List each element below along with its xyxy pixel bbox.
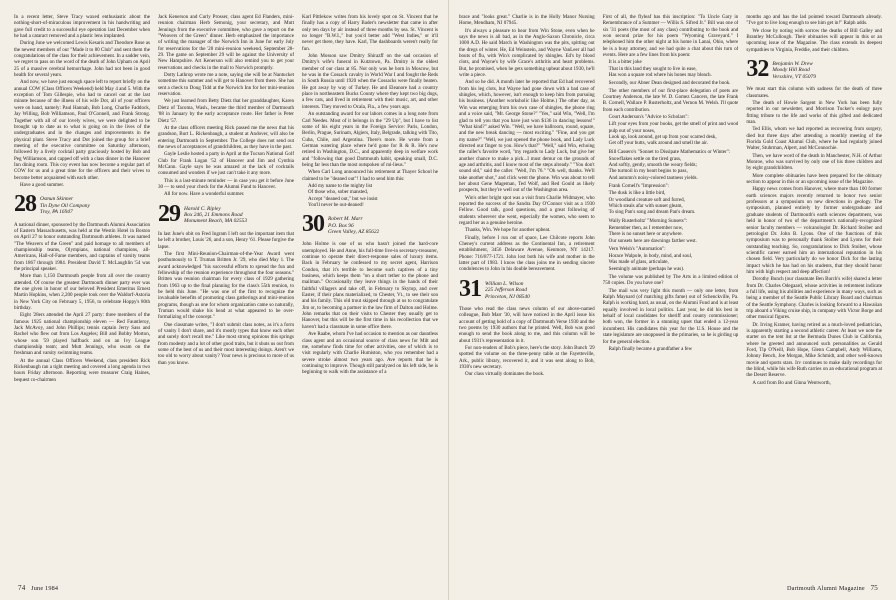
column-3: [302, 14, 438, 574]
poem-line: Or woodland creature soft and furred,: [608, 196, 685, 203]
paragraph: At the annual Class Officers Weekend, class president Rick Rickenbaugh ran a tight meeting and covered a long agenda in two hours Friday afternoon. Reporting were treasurer Craig Haines, bequest co-chairmen: [14, 357, 150, 383]
paragraph: Vern Welsh's "Automation":: [608, 245, 666, 252]
poem-line: Has won a square rod where his bones may bleach.: [608, 72, 712, 78]
paragraph: Dotty Lathrop wrote me a note, saying she will be at Nantucket sometime this summer and will get to Hanover from there. She has sent a check to Doug Tidd at the Norwich Inn for her mini-reunion reservation.: [158, 72, 294, 98]
poem-line: And softly, gently, smooth the weary fields;: [608, 162, 697, 169]
paragraph: Dorothy Bunch (our classmate Ben Burch's wife) shared a letter from Dr. Charles Odegaard, whose activities in retirement indicate a full life, using his abilities and experience in many ways, such as being a member of the Seattle Public Library Board and chairman of the Seattle Symphony. Charles is looking forward to a Hawaiian trip aboard a Viking cruise ship, in company with Victor Borge and other musical figures.: [746, 276, 883, 321]
poem-line: And autumn's noisy-colored tautness yields.: [608, 174, 698, 181]
paragraph: Those who read the class news column of our above-named colleague, Bob Marr '30, will have noticed in the April issue his account of getting hold of a copy of Dartmouth Verse 1930 and the two poems by 1930 authors that he printed. Well, Bob was good enough to send the book along to me, and this column will be about 1931's representation in it.: [459, 305, 595, 344]
poem-line: Seemingly animate (perhaps he was).: [608, 265, 685, 272]
class-secretary: [40, 193, 90, 215]
paragraph: It's always a pleasure to hear from Win Stone, even when he says the news is all bad, as in the Anglo-Saxon Chronicle, circa 1000 A.D. He said March in Washington was the pits, spitting out the dregs of winter. He, Ed Weinstein, and Wayne VanLeer all had bouts of flu, with Win's complicated by shingles. Ed's by blood clots, and Wayne's by wife Grace's arthritis and heart problems. But, he promised, when he gets something upbeat about 1930, he'll write a piece.: [459, 27, 595, 79]
paragraph: Finally, before I run out of space, Lee Chilcote reports John Cheney's current address as the Continental Inn, a retirement establishment, 3456 Delaware Avenue, Kenmore, NY 14217. Phone: 716/877-1721. John lost both his wife and mother in the latter part of 1983. I know the class joins me in sending sincere condolences to John in his double bereavement.: [459, 234, 595, 273]
secretary-name: Robert M. Marr: [328, 216, 363, 223]
column-1: [14, 14, 150, 574]
class-heading-30: [302, 211, 438, 238]
secretary-address-line: Monument Beach, MA 02553: [184, 218, 248, 225]
paragraph: The first Mini-Reunion-Chairman-of-the-Year Award went posthumously to T. Truman Britten Jr. '29, who died May 1. The award acknowledged "his successful efforts to spread the fun and fellowship of the reunion experience throughout the four seasons." Britten was reunion chairman for every class of 1929 gathering from 1963 up to the final planning for the class's 55th reunion, to be held this June. "He was one of the first to recognize the invaluable benefits of promoting class gatherings and mini-reunion programs, though as one for whom organization came so naturally, Truman would shake his head at what appeared to be over-formalizing of the concept.": [158, 250, 294, 321]
secretary-address-line: 225 Jefferson Road: [485, 287, 527, 294]
paragraph: Bill Cassero's "Sonnet to Dissipate Mathematics or Winter":: [608, 148, 731, 155]
poem-line: Add my name to the mighty list: [308, 182, 373, 189]
secretary-address-line: Green Valley, AZ 85622: [328, 228, 380, 235]
paragraph: Our class virtually dominates the book.: [465, 371, 545, 378]
paragraph: When Carl Long announced his retirement at Thayer School he claimed to be "deaned out"! I had to send him this:: [302, 169, 438, 182]
poem-line: Look up, look around, get up from your scarred desk,: [608, 133, 717, 140]
paragraph: A card from Bo and Ginna Wentworth,: [752, 379, 831, 386]
poem-line: Get off your butts, walk around and smell the air.: [608, 140, 708, 147]
poem-line: Was made of glass, articulate,: [608, 259, 669, 266]
poem-line: That in this land they sought to live in ease,: [608, 65, 697, 72]
class-secretary: [772, 58, 816, 80]
paragraph: Frank Cornell's "Impression":: [608, 183, 669, 190]
poem-line: Accept "deaned out," but we insist: [308, 195, 378, 202]
paragraph: Have a good summer.: [20, 181, 65, 188]
class-heading-31: [459, 275, 595, 302]
issue-date: June 1984: [31, 585, 59, 592]
paragraph: Ave Raabe, whom I've had occasion to mention as our dauntless class agent and an occasional source of class news for Milt and me, somehow finds time for other activities, one of which is to visit regularly with Charlie Humiston, who you remember had a severe stroke almost two years ago. Ave reports that he is continuing to improve. Though still paralyzed on his left side, he is beginning to walk with the assistance of a: [302, 331, 438, 376]
class-number: 32: [746, 56, 769, 83]
paragraph: Thanks, Win. We hope for another upbeat.: [465, 227, 551, 234]
paragraph: brace and "looks great." Charlie is in the Holly Manor Nursing Home, Mendham, NJ 07945.: [459, 14, 595, 27]
secretary-address-line: Troy, PA 16947: [40, 209, 73, 216]
poem-line: The turmoil in my heart begins to pass,: [608, 168, 688, 175]
paragraph: During June we welcomed Lewis Kesaris and Theodore Rose as the newest members of our "Made it to 80 Club" and sent them the congratulations of the class for their achievement. In a sadder vein, we regret to pass on the word of the death of John Upham on April 25 of a massive cerebral hemorrhage. John had not been in good health for several years.: [14, 40, 150, 79]
page-number: 75: [870, 584, 878, 592]
paragraph: The volume was published by The Arts in a limited edition of 750 copies. Do you have one?: [602, 274, 739, 287]
paragraph: The mail was very light this month — only one letter, from Ralph Maynard (of matching gifts fame) out of Schenckville, Pa. Ralph is working hard, as usual, on the Alumni Fund and is at least equally involved in local politics. Last year, he did his best in behalf of local candidates for sheriff and county commissioner; both won, the former in a stunning upset that ended a 12-year incumbent. His candidates this year for the U.S. House and the state legislature are unopposed in the primaries, so he is girding up for the general election.: [602, 287, 739, 345]
class-heading-29: [158, 200, 294, 227]
paragraph: All for now. Have a wonderful summer.: [164, 191, 245, 198]
poem: [609, 190, 739, 215]
column-5: [603, 14, 739, 574]
poem-line: It is a bitter joke: [608, 59, 642, 66]
paragraph: One classmate writes, "I don't submit class notes, as it's a form of vanity I don't share, and it's mostly types that know each other and surely don't recall me." Like most strong opinions this springs from modesty and a lot of other good traits, but it shuts us out from some of the best of us and their most interesting doings. Aren't we too old to worry about vanity? Your news is precious to more of us than you know.: [158, 321, 294, 366]
poem: [308, 183, 438, 208]
paragraph: John Holme is one of us who hasn't joined the hard-core unemployed. He and Anne, his full-time live-in secretary-treasurer, continue to operate their direct-response sales of luxury items. Back in February he confessed to my secret agent, Harrison Condon, that it's terrible to become such captives of a tiny business, which keeps them "on a short tether to the phone and mailman." Occasionally they leave things in the hands of their faithful villagers and take off, in February to Skytop, and over Easter, if their plans materialized, to Chester, Vt., to see their son and his family. This old trout skipped through at us to congratulate Jim or, to becoming a partner in the law firm of Dalton and Holme. John remarks that on their visits to Chester they usually get to Hanover, but this will be the first time in his recollection that we haven't had a classmate in some office there.: [302, 241, 438, 330]
paragraph: We must start this column with sadness for the death of three classmates.: [746, 86, 883, 99]
column-4: [459, 14, 595, 574]
paragraph: Dr. Irving Kramer, having retired as a much-loved pediatrician, is apparently starting a second athletic career. At least we note the starter on the tent list at the Bermuda Dunes Club in California, where he greeted and announced such personalities as Gerald Ford, Tip O'Neill, Bob Hope, Glenn Campbell, Andy Williams, Johnny Bench, Joe Morgan, Mike Schmidt, and other well-known movie and sports stars. Irv continues to make daily recordings for the blind, while his wife Ruth carries on an educational program at the Desert Reserve.: [746, 321, 883, 379]
paragraph: More complete obituaries have been prepared for the obituary section to appear in this or an upcoming issue of the Magazine.: [746, 172, 883, 186]
left-page-footer: [14, 584, 58, 592]
paragraph: For non-readers of Bob's piece, here's the story. John Bunch '29 spotted the volume on the three-penny table at the Fayetteville, Ark., public library, recovered it, and it was sent along to Bob, 1930's new secretary.: [459, 345, 595, 371]
poem-line: Lift your eyes from your books, get the smell of print and wood pulp out of your noses,: [608, 121, 739, 134]
class-heading-32: [746, 56, 882, 83]
paragraph: Win's other bright spot was a visit from Charlie Widmayer, who reported the success of the Sandra Day O'Connor visit as a 1930 Fellow. Good talk, good questions, and a great following of students wherever she went, especially the women, who seem to regard her as a genuine heroine.: [459, 194, 595, 226]
poem-line: The dusk is like a little bird,: [608, 190, 666, 197]
paragraph: More than 1,150 Dartmouth people from all over the country attended. Of course the greatest Dartmouth dinner party ever was the one given in honor of our beloved President Emeritus Ernest Martin Hopkins, when 2,200 people took over the Waldorf-Astoria in New York City on February 5, 1956, to celebrate Hoppy's 80th birthday.: [14, 273, 150, 311]
paragraph: This is a last-minute reminder — in case you get it before June 30 — to send your check for the Alumni Fund to Hanover.: [158, 177, 294, 190]
class-number: 29: [158, 200, 180, 227]
poem-line: Horace Walpole, in body, mind, and soul,: [608, 253, 693, 260]
poem: [609, 225, 739, 244]
paragraph: Wally Rusterholtz' "Morning Sunsets":: [608, 217, 688, 224]
poem: [609, 121, 739, 146]
paragraph: First of all, the flyleaf has this inscription: "To Uncle Gary in Remembrance of a Summer — Willis S. Sifred Jr." Bill was one of six '31 poets (the most of any class) contributing to the book and won second prize for his poem "Wyoming Graveyard." I telephoned him the other night at his home in Lanai, Ohio, where he is a busy attorney, and we had quite a chat about this turn of events. Here are a few lines from his poem:: [602, 14, 739, 59]
poem-line: Snowflakes settle on the tired grass,: [608, 155, 682, 162]
paragraph: We close by noting with sorrow the deaths of Bill Galley and Brantley McCullough. Their obituaries will appear in this or an upcoming issue of the Magazine. The class extends its deepest sympathies to Virginia, Freddie, and their children.: [746, 27, 883, 53]
class-secretary: [328, 213, 379, 235]
paragraph: We just learned from Betty Dietz that her granddaughter, Karen Dietz of Tacoma, Wash., became the third member of Dartmouth '88 in January by the early acceptance route. Her father is Peter Dietz '57.: [158, 98, 294, 124]
paragraph: months ago and has the lad pointed toward Dartmouth already. "I've got to live long enough to see him get in!" Ralph adds.: [746, 14, 883, 27]
secretary-name: Harold C. Ripley: [184, 205, 221, 212]
poem-line: There is no sunset here or anywhere.: [608, 231, 683, 238]
paragraph: John Mosson saw Dmitry Shirazff on the sad occasion of Dmitry's wife's funeral in Kutztown, Pa. Dmitry is the oldest member of our class at 85. Not only was he born in Moscow, but he was in the Cossack cavalry in World War I and fought the Reds in South Russia until 1920 when the Cossacks were finally beaten. He got away by way of Turkey. He and Eleanore had a country place in northeastern Bucks County where they kept two big dogs, a few cats, and lived in retirement with their music, art, and other interests. They moved to Ocala, Fla., a few years ago.: [302, 53, 438, 110]
paragraph: Karl Pittlekow writes from his lovely spot on St. Vincent that he finally has a copy of Harry Bader's newsletter that came in after only ten days by air instead of three months by sea. St. Vincent is no longer "B.W.I.," but you'd better add "West Indies," or it'll never get there, they have. Karl, The dashboards weren't really for fun.: [302, 14, 438, 52]
poem-line: To sing Pan's song and dream Pan's dream.: [608, 209, 696, 216]
paragraph: The other members of our first-place delegation of poets are Courtney Anderson, the late W. D. Gomez Cancers, the late Frank B. Cornell, Wallace P. Rusterholtz, and Vernon M. Welsh. I'll quote from each contribution.: [602, 87, 739, 113]
paragraph: A national dinner, sponsored by the Dartmouth Alumni Association of Eastern Massachusetts, was held at the Westin Hotel in Boston on April 27 to honor outstanding Dartmouth athletes. It was named "The Weavers of the Green" and paid homage to all members of championship teams, Olympians, national champions, all-Americans, Hall-of-Fame members, and captains of varsity teams from 1867 through 1984. President David T. McLaughlin '54 was the principal speaker.: [14, 221, 150, 272]
poem: [609, 59, 739, 78]
secretary-address-line: Versshire, VT 05079: [772, 73, 816, 80]
paragraph: Secondly, our Abner Dean designed and decorated the book.: [608, 80, 731, 87]
paragraph: At the class officers meeting Rick passed me the news that his grandson, Burt L. Rickenbaugh, a student at Andover, will also be entering Dartmouth in September. The College does not send out the news of acceptances of grandchildren, as they have in the past.: [158, 124, 294, 150]
class-number: 30: [302, 211, 324, 238]
secretary-address-line: Princeton, NJ 08540: [485, 293, 530, 300]
class-number: 31: [459, 275, 481, 302]
right-page-footer: [787, 584, 882, 592]
poem: [609, 156, 739, 181]
magazine-title: Dartmouth Alumni Magazine: [786, 585, 865, 592]
secretary-address-line: Tin Dyne Oil Company: [40, 202, 90, 209]
paragraph: The death of Howie Sargent in New York has been fully reported in our newsletter, and Morrison Tucker's eulogy pays fitting tribute to the life and works of this gifted and dedicated man.: [746, 99, 883, 125]
paragraph: Ted Ellis, whom we had reported as recovering from surgery, died but three days after attending a monthly meeting of the Florida Gold Coast Alumni Club, where he had regularly joined Walter, Stuhrman, Alpert, and McConnochie.: [746, 126, 883, 152]
class-heading-28: [14, 191, 150, 218]
class-number: 28: [14, 191, 36, 218]
poem: [609, 253, 739, 272]
poem-line: Our sunsets here are dawnings farther west.: [608, 237, 697, 244]
secretary-address-line: Moody Hill Road: [772, 67, 810, 74]
secretary-name: Osmun Skinner: [40, 196, 74, 203]
column-2: [158, 14, 294, 574]
paragraph: Gayle Leslie hosted a party in April at the Tucson National Golf Club for Frank Logan '52 of Hanover and Jim and Cynthia McCann. Gayle says he was amazed at the lack of cocktails consumed and wonders if we just can't take it any more.: [158, 151, 294, 177]
paragraph: Ralph finally became a grandfather a few: [608, 345, 693, 352]
secretary-name: Benjamin W. Drew: [772, 61, 813, 68]
paragraph: And so he did. A month later he reported that Ed had recovered from his leg clots, but Wayne had gone down with a bad case of shingles, which, however, isn't enough to keep him from pursuing his business. (Another worksholic like Holme.) The other day, as Win was emerging from his own case of shingles, the phone ring and a voice said, "Mr. George Stone?" "Yes," said Win, "Well, I'm glad to tell you that you have just won $136 in dancing lessons!" "What kind?" asked Win. "Well, we have ballroom, round, square, and the new break dancing — most exciting." "Fine, and you got my name?" "Well, we just opened the phone book, and Lady Luck directed our finger to you. How's that?" "Well," said Win, echoing the caller's favorite word, "my regards to Lady Luck, but give her another chance to make a pick...I must demur on the grounds of age and arthritis, and I know most of the steps already." "You don't sound old," said the caller. "Well, I'm 76." "Oh well, thanks. We'll take another shot," and click went the phone. Win was about to tell her about Gene Mageman, Ted Wolf, and Red Gould as likely prospects, but they're well out of the Washington area.: [459, 79, 595, 194]
poem-line: Remember then, as I remember now,: [608, 224, 684, 231]
paragraph: Jack Kenerson and Curly Prosser, class agent Ed Flanders, mini-reunion chairman Herb Semonig, your secretary, and Mutt Jennings from the executive committee, who gave a report on the "Weavers of the Green" dinner. Herb emphasized the importance of writing the manager of the Norwich Inn in June for early July for reservations for the '28 mini-reunion weekend, September 28-29. The game on September 29 will be against the University of New Hampshire. Art Kenerson will also remind you to get your reservations and checks in the mail to Norwich promptly.: [158, 14, 294, 71]
paragraph: Court Anderson's "Advice to Scholars":: [608, 114, 689, 121]
paragraph: Then, we have word of the death in Manchester, N.H. of Arthur Monroe, who was survived by only one of his three children and by eight grandchildren.: [746, 152, 883, 172]
paragraph: An outstanding award for our labors comes in a long note from Carl Needes. Most of it belongs in the "29 Up", but I have to list some of his eight years in the Foreign Service: Paris, London, Berlin, Prague, Surinam, Algiers, Italy, Belgrade, talking with Tito, Cuba, Chile, and Argentina. There's more. He wrote from a German watering place where he'd gone for R & R. He's now retired in Washington, D.C., and apparently deep in welfare work and "following that good Dartmouth habit, speaking small, D.C. being far less than the most outspoken of mi-lieus.": [302, 111, 438, 168]
column-6: [746, 14, 882, 574]
poem-line: Which steals afar with sunset gleam,: [608, 203, 683, 210]
paragraph: In last June's obit on Fred Ingram I left out the important item that he left a brother, Louis '26, and a son, Henry '61. Please forgive the lapse.: [158, 230, 294, 250]
paragraph: And now, we have just enough space left to report briefly on the annual COW (Class Officers Weekend) held May 4 and 5. With the exception of Tom Gillespie, who had to cancel out at the last minute because of the illness of his wife Dot, all of your officers were on hand, namely: Paul Hannah, Bob Long, Charlie Faddock, Jay Willing, Bob Williamson, Paul O'Connell, and Frank Strong. Together with all of our lovely wives, we were delighted to be brought up to date as to what is going on in the lives of the undergraduates and in the changes and improvements in the physical plant. Steve Tracy and Dot joined the group for a brief meeting of the executive committee on Saturday afternoon, followed by a lively cocktail party graciously hosted by Bob and Peg Williamson, and capped off with a class dinner in the Hanover Inn dining room. This coy event has now become a regular part of COW for us and a great time for the officers and their wives to become better acquainted with each other.: [14, 79, 150, 181]
paragraph: Eight '28ers attended the April 27 party: three members of the famous 1925 national championship eleven — Red Fauntleroy, Jack McAvoy, and John Phillips; tennis captain Jerry Sass and Rachel who flew out from Los Angeles; Bill and Bobby Morton, whose son '59 played halfback and on an Ivy League championship team; and Mutt Jennings, who swam on the freshman and varsity swimming teams.: [14, 312, 150, 357]
page-number: 74: [18, 584, 26, 592]
right-page: [448, 0, 896, 600]
paragraph: Happy news comes from Hanover, where more than 100 former earth sciences majors recently returned to honor two senior professors at a symposium on new directions in geology. The symposium, planned entirely by former undergraduate and graduate students of Dartmouth's earth sciences department, was held in honor of two of the department's nationally-recognized senior faculty members — volcanologist Dr. Richard Stoiber and petrologist Dr. John B. Lyons. One of the functions of this symposium was to personally thank Stoiber and Lyons for their outstanding teaching. So, congratulations to Dick Stoiber, whose scientific career earned him an international reputation in his chosen field. Very particularly do we honor Dick for the lasting impact which he has had on his students, that they should honor him with high respect and deep affection!: [746, 186, 883, 275]
paragraph: In a recent letter, Steve Tracy waxed enthusiastic about the nothing-short-of-miraculous improvement in his handwriting and gave full credit to a successful eye operation last December when he had a cataract removed and a plastic lens implanted.: [14, 14, 150, 40]
secretary-address-line: P.O. Box 96: [328, 222, 354, 229]
class-secretary: [485, 278, 530, 300]
class-secretary: [184, 203, 247, 225]
secretary-name: William L. Wilson: [485, 280, 524, 287]
poem-line: You'll never be out-deaned!: [308, 201, 364, 208]
poem-line: Of those who, sober mansted,: [308, 189, 368, 196]
secretary-address-line: Box 246, 21 Emmons Road: [184, 212, 243, 219]
